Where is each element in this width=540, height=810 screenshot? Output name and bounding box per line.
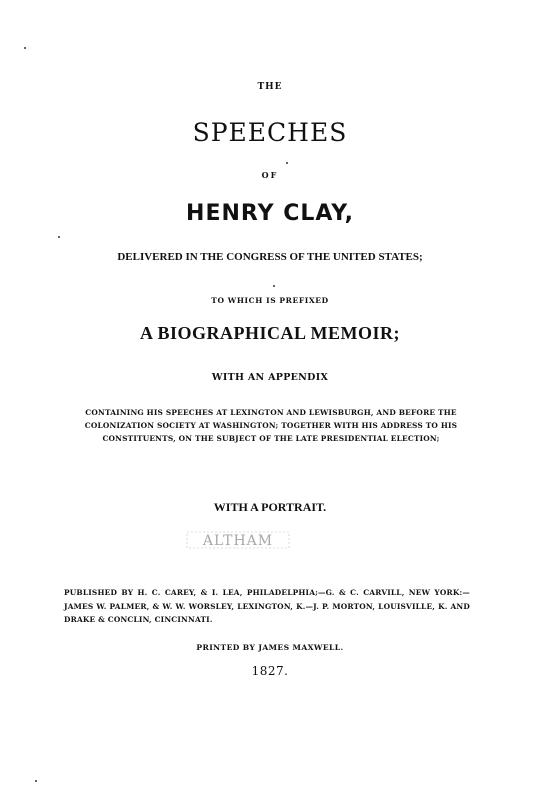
ink-speck [286, 162, 288, 164]
ink-speck [58, 236, 60, 238]
contents-description: CONTAINING HIS SPEECHES AT LEXINGTON AND LEWISBURGH, AND BEFORE THE COLONIZATION SOCIETY AT WASHINGTON; TOGETHER WITH HIS ADDRESS TO HIS CONSTITUENTS, ON THE SUBJECT OF THE LATE PRESIDENTIAL ELECTION; [84, 408, 458, 443]
ink-speck [35, 780, 37, 782]
publication-year: 1827. [251, 664, 289, 678]
portrait-line: WITH A PORTRAIT. [213, 500, 327, 514]
library-stamp-icon [186, 530, 290, 550]
publisher-imprint: PUBLISHED BY H. C. CAREY, & I. LEA, PHILADELPHIA;—G. & C. CARVILL, NEW YORK:—JAMES W. PALMER, & W. W. WORSLEY, LEXINGTON, K.—J. P. MORTON, LOUISVILLE, K. AND DRAKE & CONCLIN, CINCINNATI. [64, 588, 470, 624]
delivered-line: DELIVERED IN THE CONGRESS OF THE UNITED STATES; [117, 251, 423, 263]
title-speeches: SPEECHES [192, 118, 348, 147]
ink-speck [24, 47, 26, 49]
printer-line: PRINTED BY JAMES MAXWELL. [196, 643, 344, 652]
memoir-title: A BIOGRAPHICAL MEMOIR; [139, 323, 400, 343]
stamp-text: ALTHAM [202, 533, 274, 549]
ink-speck [273, 285, 275, 287]
title-the: THE [257, 82, 283, 92]
title-of: OF [261, 170, 279, 180]
appendix-line: WITH AN APPENDIX [211, 372, 329, 383]
author-name: HENRY CLAY, [186, 201, 354, 226]
prefixed-line: TO WHICH IS PREFIXED [211, 296, 329, 305]
